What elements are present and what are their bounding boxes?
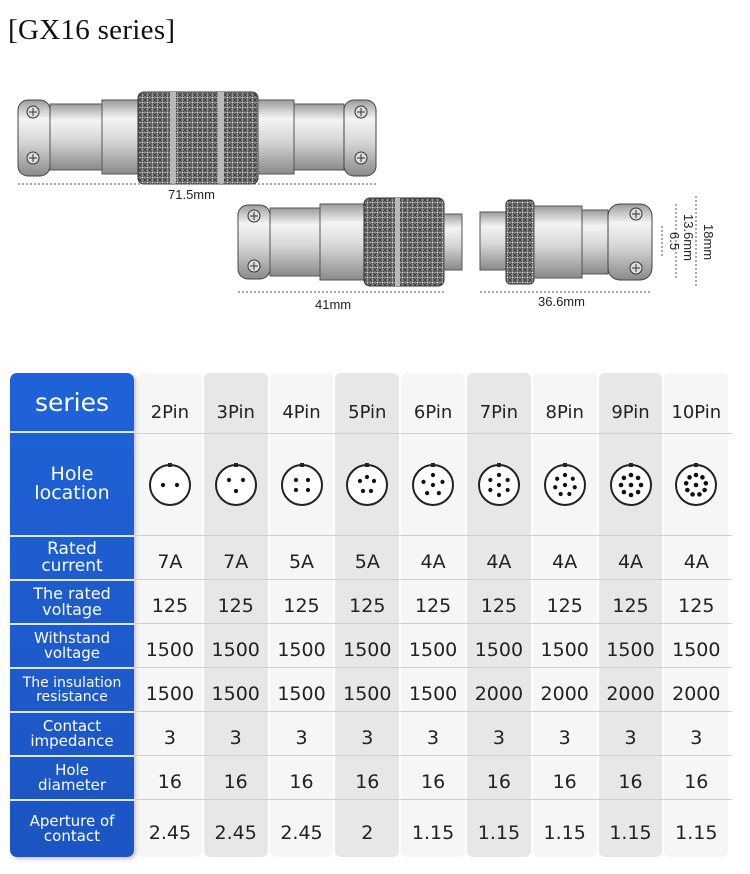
dim-hole-spacing: 6.5 bbox=[667, 232, 682, 251]
cell-rated-voltage: 125 bbox=[612, 595, 649, 617]
cell-hole-diameter: 16 bbox=[157, 771, 182, 793]
cell-contact-impedance: 3 bbox=[295, 727, 308, 749]
cell-rated-current: 5A bbox=[354, 551, 380, 573]
pin-layout-icon bbox=[541, 461, 589, 509]
cell-withstand-voltage: 1500 bbox=[277, 639, 326, 661]
cell-contact-impedance: 3 bbox=[558, 727, 571, 749]
series-header-6pin: 6Pin bbox=[413, 401, 453, 423]
series-header-2pin: 2Pin bbox=[150, 401, 190, 423]
cell-hole-diameter: 16 bbox=[289, 771, 314, 793]
cell-insulation-resistance: 1500 bbox=[145, 683, 195, 705]
cell-contact-impedance: 3 bbox=[163, 727, 176, 749]
row-header-hole-diameter: Hole diameter bbox=[38, 761, 106, 794]
cell-hole-diameter: 16 bbox=[552, 771, 577, 793]
series-header-3pin: 3Pin bbox=[216, 401, 255, 423]
cell-hole-diameter: 16 bbox=[223, 771, 248, 793]
spec-table bbox=[10, 373, 732, 857]
dim-socket-height: 18mm bbox=[701, 224, 716, 261]
row-header-rated-voltage: The rated voltage bbox=[33, 584, 111, 619]
row-separator bbox=[134, 535, 732, 536]
cell-hole-diameter: 16 bbox=[355, 771, 380, 793]
cell-rated-current: 4A bbox=[486, 551, 512, 573]
row-header-contact-impedance: Contact impedance bbox=[30, 717, 114, 750]
cell-withstand-voltage: 1500 bbox=[672, 639, 721, 661]
dim-socket-length: 36.6mm bbox=[538, 294, 585, 309]
cell-contact-impedance: 3 bbox=[229, 727, 242, 749]
cell-rated-current: 4A bbox=[420, 551, 446, 573]
page-title: [GX16 series] bbox=[8, 14, 176, 46]
series-header-10pin: 10Pin bbox=[671, 401, 722, 423]
plug-connector bbox=[238, 198, 462, 286]
row-header-withstand-voltage: Withstand voltage bbox=[34, 629, 110, 662]
cell-insulation-resistance: 1500 bbox=[408, 683, 458, 705]
pin-layout-icon bbox=[409, 461, 457, 509]
cell-rated-voltage: 125 bbox=[678, 595, 715, 617]
cell-rated-current: 5A bbox=[288, 551, 315, 573]
dim-full-length: 71.5mm bbox=[168, 187, 215, 202]
cell-hole-diameter: 16 bbox=[420, 771, 446, 793]
dim-inner-height: 13.6mm bbox=[681, 214, 696, 261]
cell-hole-diameter: 16 bbox=[486, 771, 511, 793]
dim-plug-length: 41mm bbox=[315, 297, 352, 312]
cell-aperture-of-contact: 1.15 bbox=[609, 822, 652, 844]
cell-aperture-of-contact: 1.15 bbox=[477, 822, 521, 844]
row-header-insulation-resistance: The insulation resistance bbox=[22, 675, 122, 705]
cell-withstand-voltage: 1500 bbox=[474, 639, 524, 661]
cell-aperture-of-contact: 2.45 bbox=[214, 822, 257, 844]
assembled-connector bbox=[18, 92, 376, 184]
cell-rated-voltage: 125 bbox=[546, 595, 583, 617]
cell-rated-voltage: 125 bbox=[349, 595, 386, 617]
row-header-aperture-of-contact: Aperture of contact bbox=[29, 812, 115, 845]
cell-rated-voltage: 125 bbox=[283, 595, 320, 617]
cell-aperture-of-contact: 2.45 bbox=[148, 822, 192, 844]
pin-layout-icon bbox=[278, 461, 326, 509]
cell-hole-diameter: 16 bbox=[618, 771, 643, 793]
cell-insulation-resistance: 1500 bbox=[211, 683, 260, 705]
cell-rated-current: 4A bbox=[552, 551, 578, 573]
pin-layout-icon bbox=[607, 461, 655, 509]
cell-contact-impedance: 3 bbox=[624, 727, 637, 749]
row-header-rated-current: Rated current bbox=[41, 539, 103, 576]
pin-layout-icon bbox=[212, 461, 260, 509]
cell-contact-impedance: 3 bbox=[492, 727, 505, 749]
row-header-hole-location: Hole location bbox=[34, 463, 110, 504]
cell-contact-impedance: 3 bbox=[690, 727, 703, 749]
cell-rated-current: 7A bbox=[157, 551, 183, 573]
cell-withstand-voltage: 1500 bbox=[408, 639, 458, 661]
cell-rated-voltage: 125 bbox=[217, 595, 254, 617]
cell-aperture-of-contact: 2 bbox=[361, 822, 374, 844]
cell-insulation-resistance: 2000 bbox=[672, 683, 721, 705]
cell-rated-voltage: 125 bbox=[480, 595, 518, 617]
row-header-series: series bbox=[34, 387, 110, 417]
cell-withstand-voltage: 1500 bbox=[343, 639, 392, 661]
cell-aperture-of-contact: 1.15 bbox=[543, 822, 586, 844]
series-header-5pin: 5Pin bbox=[348, 401, 387, 423]
cell-contact-impedance: 3 bbox=[427, 727, 440, 749]
cell-withstand-voltage: 1500 bbox=[606, 639, 655, 661]
pin-layout-icon bbox=[146, 461, 194, 509]
pin-layout-icon bbox=[343, 461, 391, 509]
cell-aperture-of-contact: 1.15 bbox=[411, 822, 455, 844]
row-header-column bbox=[10, 373, 134, 857]
cell-insulation-resistance: 1500 bbox=[277, 683, 326, 705]
cell-rated-current: 7A bbox=[223, 551, 249, 573]
series-header-4pin: 4Pin bbox=[282, 401, 321, 423]
cell-hole-diameter: 16 bbox=[684, 771, 709, 793]
cell-rated-voltage: 125 bbox=[414, 595, 452, 617]
cell-insulation-resistance: 2000 bbox=[540, 683, 589, 705]
cell-insulation-resistance: 2000 bbox=[474, 683, 524, 705]
pin-layout-icon bbox=[672, 461, 720, 509]
cell-insulation-resistance: 2000 bbox=[606, 683, 655, 705]
cell-withstand-voltage: 1500 bbox=[540, 639, 589, 661]
cell-contact-impedance: 3 bbox=[361, 727, 374, 749]
cell-aperture-of-contact: 2.45 bbox=[280, 822, 323, 844]
cell-insulation-resistance: 1500 bbox=[343, 683, 392, 705]
cell-rated-current: 4A bbox=[617, 551, 644, 573]
cell-rated-current: 4A bbox=[683, 551, 709, 573]
connector-dimension-drawing bbox=[0, 80, 750, 320]
series-header-7pin: 7Pin bbox=[479, 401, 519, 423]
cell-rated-voltage: 125 bbox=[151, 595, 189, 617]
series-header-8pin: 8Pin bbox=[545, 401, 584, 423]
cell-withstand-voltage: 1500 bbox=[211, 639, 260, 661]
cell-withstand-voltage: 1500 bbox=[145, 639, 195, 661]
series-header-9pin: 9Pin bbox=[611, 401, 650, 423]
pin-layout-icon bbox=[475, 461, 523, 509]
cell-aperture-of-contact: 1.15 bbox=[675, 822, 718, 844]
socket-connector bbox=[480, 200, 652, 284]
